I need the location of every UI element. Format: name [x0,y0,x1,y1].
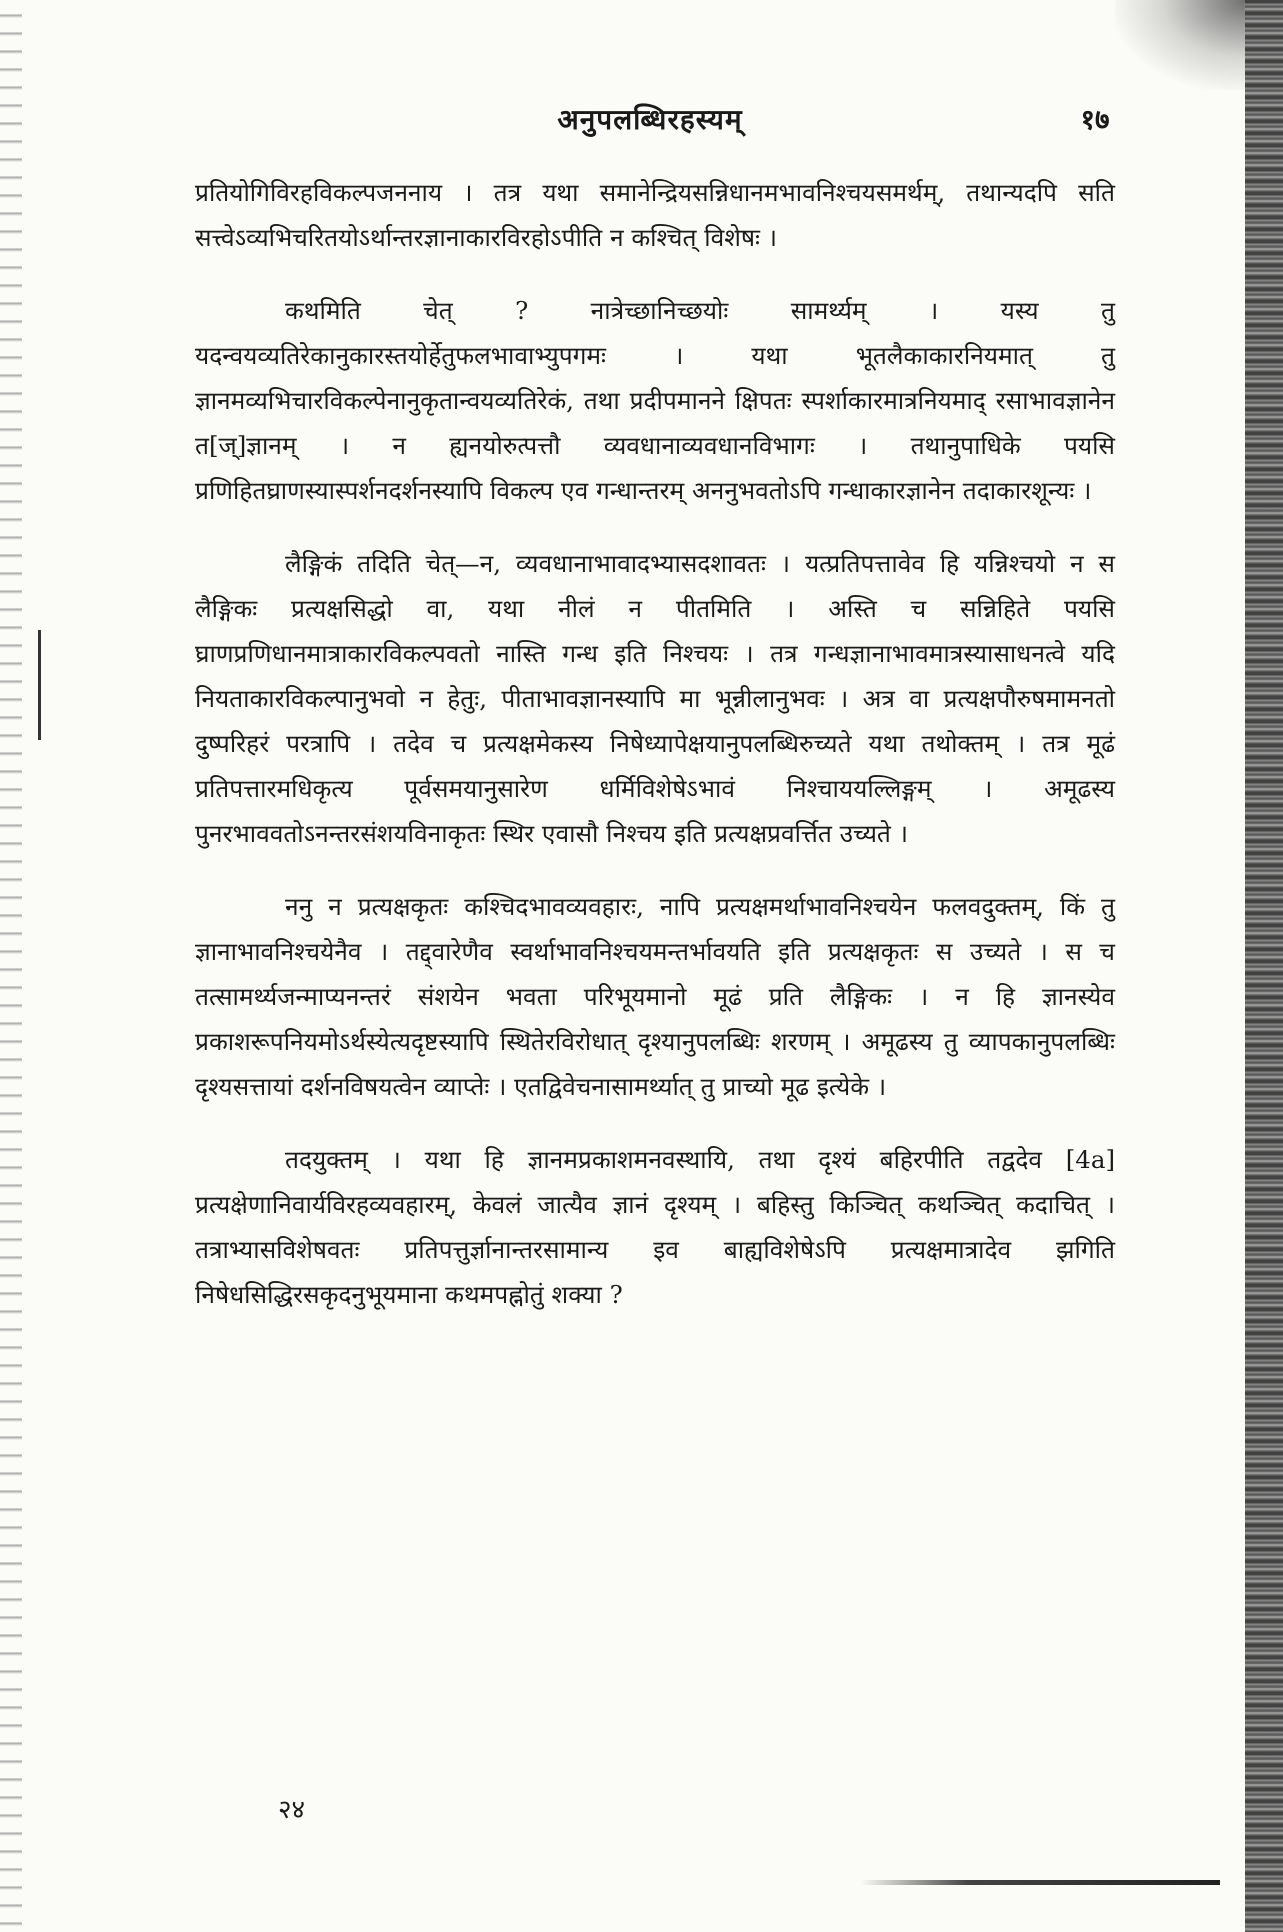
paragraph-1: प्रतियोगिविरहविकल्पजननाय । तत्र यथा समानेन्द्रियसन्निधानमभावनिश्चयसमर्थम्, तथान्यदपि सति सत्त्वेऽव्यभिचरितयोऽर्थान्तरज्ञानाकारविरहोऽपीति न कश्चित् विशेषः । [195,178,1115,252]
paragraph-4: ननु न प्रत्यक्षकृतः कश्चिदभावव्यवहारः, नापि प्रत्यक्षमर्थाभावनिश्चयेन फलवदुक्तम्, किं तु ज्ञानाभावनिश्चयेनैव । तद्द्वारेणैव स्वर्थाभावनिश्चयमन्तर्भावयति इति प्रत्यक्षकृतः स उच्यते । स च तत्सामर्थ्यजन्माप्यनन्तरं संशयेन भवता परिभूयमानो मूढं प्रति लैङ्गिकः । न हि ज्ञानस्येव प्रकाशरूपनियमोऽर्थस्येत्यदृष्टस्यापि स्थितेरविरोधात् दृश्यानुपलब्धिः शरणम् । अमूढस्य तु व्यापकानुपलब्धिः दृश्यसत्तायां दर्शनविषयत्वेन व्याप्तेः । एतद्विवेचनासामर्थ्यात् तु प्राच्यो मूढ इत्येके । [195,892,1115,1101]
scan-mark-bottom [860,1880,1220,1885]
folio-number: २४ [278,1795,306,1825]
paragraph-3: लैङ्गिकं तदिति चेत्—न, व्यवधानाभावादभ्यासदशावतः । यत्प्रतिपत्तावेव हि यन्निश्चयो न स लैङ्गिकः प्रत्यक्षसिद्धो वा, यथा नीलं न पीतमिति । अस्ति च सन्निहिते पयसि घ्राणप्रणिधानमात्राकारविकल्पवतो नास्ति गन्ध इति निश्चयः । तत्र गन्धज्ञानाभावमात्रस्यासाधनत्वे यदि नियताकारविकल्पानुभवो न हेतुः, पीताभावज्ञानस्यापि मा भून्नीलानुभवः । अत्र वा प्रत्यक्षपौरुषमामनतो दुष्परिहरं परत्रापि । तदेव च प्रत्यक्षमेकस्य निषेध्यापेक्षयानुपलब्धिरुच्यते यथा तथोक्तम् । तत्र मूढं प्रतिपत्तारमधिकृत्य पूर्वसमयानुसारेण धर्मिविशेषेऽभावं निश्चाययल्लिङ्गम् । अमूढस्य पुनरभाववतोऽनन्तरसंशयविनाकृतः स्थिर एवासौ निश्चय इति प्रत्यक्षप्रवर्त्तित उच्यते । [195,549,1115,848]
paragraph-5: तदयुक्तम् । यथा हि ज्ञानमप्रकाशमनवस्थायि, तथा दृश्यं बहिरपीति तद्वदेव [4a] प्रत्यक्षेणानिवार्यविरहव्यवहारम्, केवलं जात्यैव ज्ञानं दृश्यम् । बहिस्तु किञ्चित् कथञ्चित् कदाचित् । तत्राभ्यासविशेषवतः प्रतिपत्तुर्ज्ञानान्तरसामान्य इव बाह्यविशेषेऽपि प्रत्यक्षमात्रादेव झगिति निषेधसिद्धिरसकृदनुभूयमाना कथमपह्नोतुं शक्या ? [195,1145,1115,1309]
body-text [195,170,1115,1345]
paragraph-2: कथमिति चेत् ? नात्रेच्छानिच्छयोः सामर्थ्यम् । यस्य तु यदन्वयव्यतिरेकानुकारस्तयोर्हेतुफलभावाभ्युपगमः । यथा भूतलैकाकारनियमात् तु ज्ञानमव्यभिचारविकल्पेनानुकृतान्वयव्यतिरेकं, तथा प्रदीपमानने क्षिपतः स्पर्शाकारमात्रनियमाद् रसाभावज्ञानेन त[ज्]ज्ञानम् । न ह्यनयोरुत्पत्तौ व्यवधानाव्यवधानविभागः । तथानुपाधिके पयसि प्रणिहितघ्राणस्यास्पर्शनदर्शनस्यापि विकल्प एव गन्धान्तरम् अननुभवतोऽपि गन्धाकारज्ञानेन तदाकारशून्यः । [195,296,1115,505]
scan-edge-right [1245,0,1283,1932]
scan-shadow-top-right [1115,0,1245,90]
scan-edge-left [0,0,22,1932]
running-header-title: अनुपलब्धिरहस्यम् [557,103,743,136]
scan-mark-left [38,630,41,740]
running-header-page-number: १७ [1080,103,1110,136]
